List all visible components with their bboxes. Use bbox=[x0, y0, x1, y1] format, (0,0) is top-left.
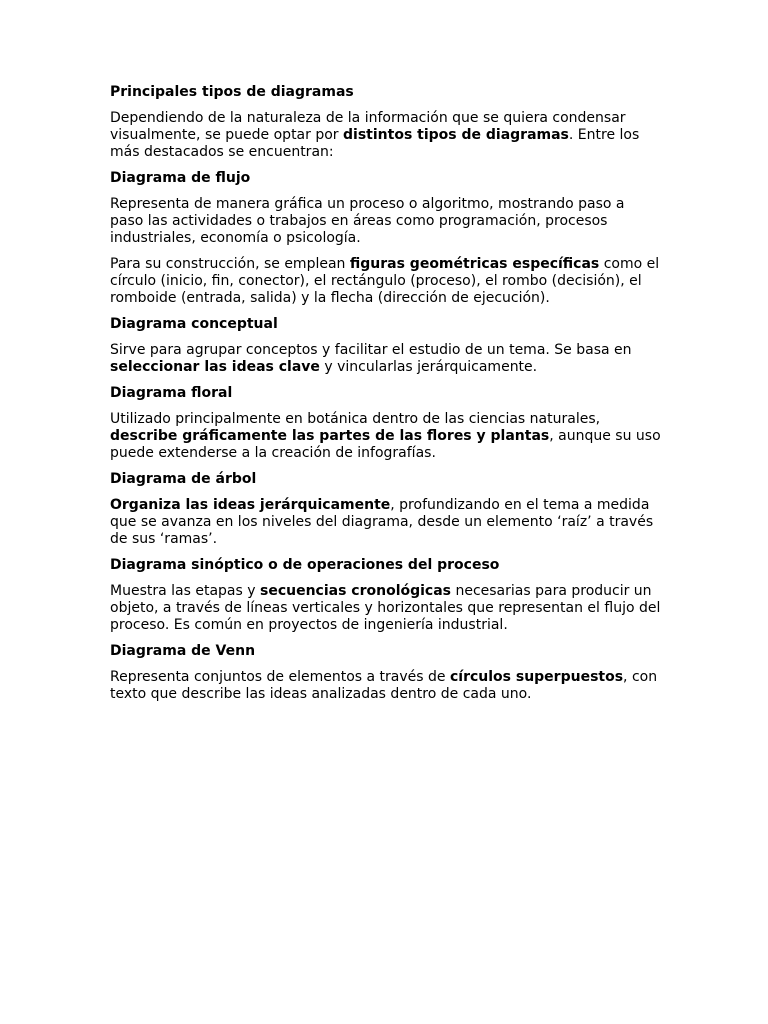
paragraph-text: , profundizando en el tema a medida que se avanza en los niveles del diagrama, desde un elemento ‘raíz’ a través de sus ‘ramas’. bbox=[110, 497, 658, 547]
section-heading-floral: Diagrama floral bbox=[110, 385, 233, 401]
section-heading-arbol: Diagrama de árbol bbox=[110, 471, 257, 487]
paragraph-text: como el círculo (inicio, fin, conector), el rectángulo (proceso), el rombo (decisión), el romboide (entrada, salida) y la flecha (dirección de ejecución). bbox=[110, 256, 664, 306]
section-heading-flujo: Diagrama de flujo bbox=[110, 170, 251, 186]
paragraph-text: , aunque su uso puede extenderse a la creación de infografías. bbox=[110, 428, 666, 461]
section-flujo-paragraph-2 bbox=[110, 256, 662, 307]
section-arbol-paragraph bbox=[110, 497, 662, 548]
paragraph-text: necesarias para producir un objeto, a través de líneas verticales y horizontales que representan el flujo del proceso. Es común en proyectos de ingeniería industrial. bbox=[110, 583, 665, 633]
section-heading-venn: Diagrama de Venn bbox=[110, 643, 256, 659]
paragraph-text: Muestra las etapas y bbox=[110, 583, 260, 599]
paragraph-bold: círculos superpuestos bbox=[449, 669, 624, 685]
paragraph-bold: figuras geométricas específicas bbox=[349, 256, 600, 272]
paragraph-bold: Organiza las ideas jerárquicamente bbox=[110, 497, 391, 513]
paragraph-bold: secuencias cronológicas bbox=[259, 583, 452, 599]
document-page bbox=[110, 84, 666, 712]
intro-bold: distintos tipos de diagramas bbox=[343, 127, 569, 143]
paragraph-text: Sirve para agrupar conceptos y facilitar el estudio de un tema. Se basa en bbox=[110, 342, 636, 358]
section-floral-paragraph bbox=[110, 411, 666, 462]
intro-paragraph bbox=[110, 110, 662, 161]
section-venn-paragraph bbox=[110, 669, 662, 703]
paragraph-text: y vincularlas jerárquicamente. bbox=[319, 359, 538, 375]
paragraph-text: , con texto que describe las ideas analizadas dentro de cada uno. bbox=[110, 669, 662, 702]
paragraph-text: Para su construcción, se emplean bbox=[110, 256, 350, 272]
section-sinoptico-paragraph bbox=[110, 583, 665, 634]
document-title: Principales tipos de diagramas bbox=[110, 84, 354, 100]
section-conceptual-paragraph bbox=[110, 342, 662, 376]
paragraph-bold: seleccionar las ideas clave bbox=[110, 359, 320, 375]
intro-text-1: Dependiendo de la naturaleza de la información que se quiera condensar visualmente, se puede optar por bbox=[110, 110, 630, 143]
paragraph-text: Representa de manera gráfica un proceso o algoritmo, mostrando paso a paso las actividades o trabajos en áreas como programación, procesos industriales, economía o psicología. bbox=[110, 196, 629, 246]
paragraph-text: Utilizado principalmente en botánica dentro de las ciencias naturales, bbox=[110, 411, 605, 427]
paragraph-text: Representa conjuntos de elementos a través de bbox=[110, 669, 450, 685]
intro-text-2: . Entre los más destacados se encuentran: bbox=[110, 127, 644, 160]
section-flujo-paragraph-1 bbox=[110, 196, 662, 247]
section-heading-sinoptico: Diagrama sinóptico o de operaciones del proceso bbox=[110, 557, 500, 573]
section-heading-conceptual: Diagrama conceptual bbox=[110, 316, 278, 332]
paragraph-bold: describe gráficamente las partes de las flores y plantas bbox=[110, 428, 550, 444]
